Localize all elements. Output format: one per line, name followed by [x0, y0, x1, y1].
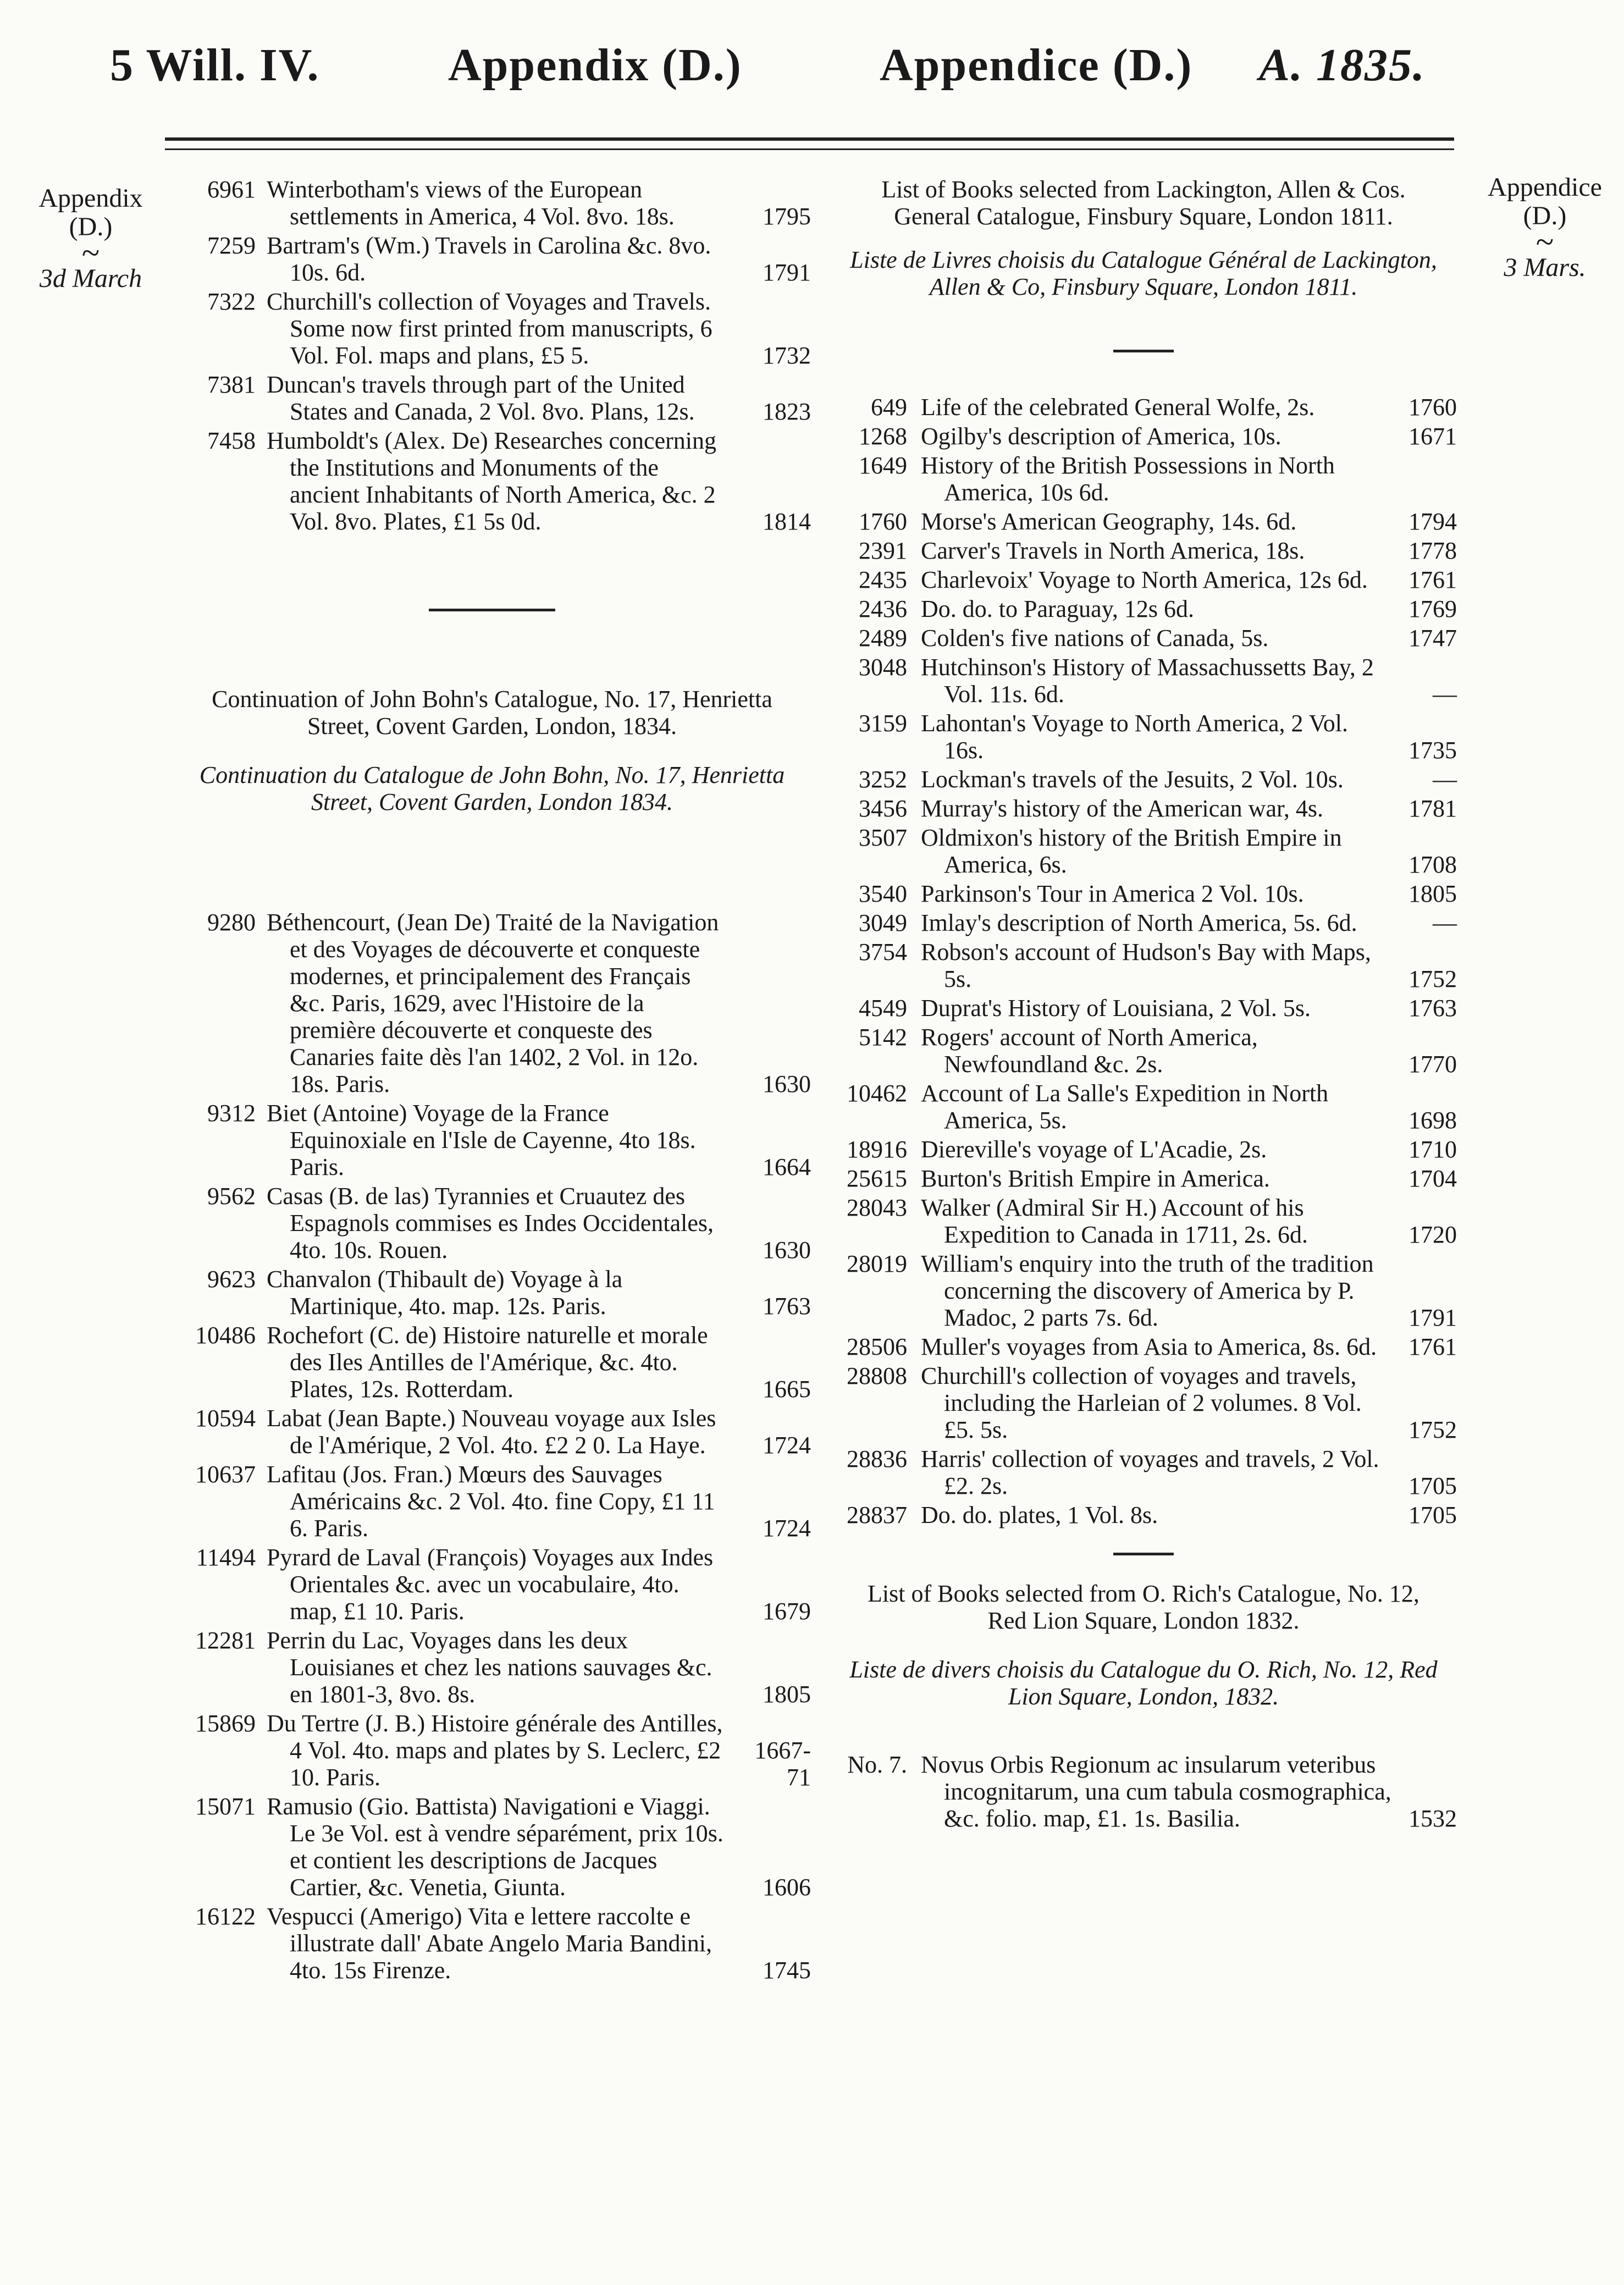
- catalogue-number: 28019: [847, 1250, 907, 1277]
- book-description: Burton's British Empire in America.: [921, 1165, 1270, 1192]
- publication-year: 1704: [1408, 1165, 1457, 1192]
- book-description: Life of the celebrated General Wolfe, 2s.: [921, 394, 1315, 421]
- catalogue-number: 3540: [859, 880, 907, 907]
- book-description: Ogilby's description of America, 10s.: [921, 423, 1281, 450]
- margin-sub: (D.): [69, 212, 113, 241]
- catalogue-number: 10486: [195, 1322, 256, 1349]
- book-entry: [173, 1793, 811, 1901]
- catalogue-number: 16122: [195, 1903, 256, 1930]
- catalogue-heading-fr: Continuation du Catalogue de John Bohn, No. 17, Henrietta Street, Covent Garden, London 1834.: [199, 761, 785, 815]
- publication-year: 1763: [763, 1293, 811, 1320]
- publication-year: 1606: [763, 1874, 811, 1901]
- header-rule-thin: [165, 148, 1454, 150]
- publication-year: 1630: [763, 1070, 811, 1097]
- publication-year: 1794: [1408, 508, 1457, 535]
- book-entry: [173, 232, 811, 286]
- book-description: Churchill's collection of Voyages and Travels. Some now first printed from manuscripts, 6 Vol. Fol. maps and plans, £5 5.: [267, 288, 712, 369]
- publication-year: 1763: [1408, 995, 1457, 1022]
- publication-year: 1805: [1408, 880, 1457, 907]
- book-entry: [830, 1502, 1457, 1528]
- book-entry: [830, 1136, 1457, 1163]
- margin-sub: (D.): [1523, 201, 1567, 230]
- book-entry: [830, 654, 1457, 708]
- catalogue-number: 12281: [195, 1627, 256, 1654]
- book-description: Béthencourt, (Jean De) Traité de la Navigation et des Voyages de découverte et conqueste modernes, et principalement des Français &c. Paris, 1629, avec l'Histoire de la première découverte et conqueste des Canaries faite dès l'an 1402, 2 Vol. in 12o. 18s. Paris.: [267, 909, 719, 1097]
- publication-year: 1805: [763, 1681, 811, 1708]
- appendix-title-fr: Appendice (D.): [880, 40, 1193, 91]
- book-entry: [830, 1250, 1457, 1331]
- header-rule: [165, 137, 1454, 141]
- catalogue-number: 3507: [859, 824, 907, 851]
- book-entry: [830, 766, 1457, 793]
- book-description: Do. do. plates, 1 Vol. 8s.: [921, 1502, 1158, 1528]
- publication-year: 1745: [763, 1957, 811, 1984]
- book-description: Perrin du Lac, Voyages dans les deux Louisianes et chez les nations sauvages &c. en 1801-3, 8vo. 8s.: [267, 1627, 712, 1708]
- book-description: Rochefort (C. de) Histoire naturelle et morale des Iles Antilles de l'Amérique, &c. 4to. Plates, 12s. Rotterdam.: [267, 1322, 708, 1403]
- book-description: Bartram's (Wm.) Travels in Carolina &c. 8vo. 10s. 6d.: [267, 232, 711, 286]
- catalogue-number: 11494: [196, 1544, 256, 1571]
- book-entry: [830, 537, 1457, 564]
- book-description: Vespucci (Amerigo) Vita e lettere raccolte e illustrate dall' Abate Angelo Maria Bandini, 4to. 15s Firenze.: [267, 1903, 712, 1984]
- book-entry: [830, 939, 1457, 992]
- book-entry: [830, 795, 1457, 822]
- book-list: [830, 1751, 1457, 1832]
- catalogue-number: 1649: [859, 452, 907, 479]
- publication-year: 1791: [763, 259, 811, 286]
- left-column: [173, 176, 811, 1986]
- catalogue-number: 649: [871, 394, 907, 421]
- margin-date: 3 Mars.: [1504, 253, 1586, 282]
- catalogue-heading: Continuation of John Bohn's Catalogue, No. 17, Henrietta Street, Covent Garden, London, 1834.: [212, 686, 772, 739]
- catalogue-number: 1760: [859, 508, 907, 535]
- publication-year: 1664: [763, 1153, 811, 1180]
- book-description: Oldmixon's history of the British Empire in America, 6s.: [921, 824, 1342, 878]
- publication-year: 1708: [1408, 851, 1457, 878]
- book-entry: [830, 1080, 1457, 1134]
- book-description: Imlay's description of North America, 5s. 6d.: [921, 909, 1357, 936]
- book-entry: [173, 1266, 811, 1320]
- publication-year: —: [1433, 909, 1457, 936]
- book-entry: [830, 710, 1457, 764]
- publication-year: 1720: [1408, 1221, 1457, 1248]
- book-description: Winterbotham's views of the European settlements in America, 4 Vol. 8vo. 18s.: [267, 176, 675, 230]
- catalogue-number: 9623: [207, 1266, 256, 1293]
- book-list: [830, 394, 1457, 1528]
- publication-year: 1778: [1408, 537, 1457, 564]
- catalogue-number: 1268: [859, 423, 907, 450]
- book-description: Do. do. to Paraguay, 12s 6d.: [921, 595, 1194, 622]
- book-entry: [830, 1165, 1457, 1192]
- margin-label: Appendix: [38, 184, 143, 213]
- publication-year: 1735: [1408, 737, 1457, 764]
- book-entry: [830, 1751, 1457, 1832]
- catalogue-number: 28506: [847, 1333, 907, 1360]
- catalogue-number: 5142: [859, 1024, 907, 1051]
- margin-note-left: [27, 184, 154, 293]
- catalogue-number: 9312: [207, 1100, 256, 1127]
- book-description: Lockman's travels of the Jesuits, 2 Vol. 10s.: [921, 766, 1344, 793]
- catalogue-heading: List of Books selected from Lackington, Allen & Cos. General Catalogue, Finsbury Square, London 1811.: [881, 176, 1406, 230]
- book-description: Muller's voyages from Asia to America, 8s. 6d.: [921, 1333, 1377, 1360]
- publication-year: 1761: [1408, 566, 1457, 593]
- catalogue-number: No. 7.: [847, 1751, 907, 1778]
- publication-year: 1823: [763, 398, 811, 425]
- publication-year: 1724: [763, 1515, 811, 1542]
- book-entry: [173, 1544, 811, 1625]
- book-description: Humboldt's (Alex. De) Researches concerning the Institutions and Monuments of the ancient Inhabitants of North America, &c. 2 Vol. 8vo. Plates, £1 5s 0d.: [267, 427, 716, 535]
- book-description: Parkinson's Tour in America 2 Vol. 10s.: [921, 880, 1304, 907]
- book-entry: [173, 1461, 811, 1542]
- catalogue-number: 28808: [847, 1362, 907, 1389]
- book-description: Carver's Travels in North America, 18s.: [921, 537, 1305, 564]
- book-description: Casas (B. de las) Tyrannies et Cruautez des Espagnols commises es Indes Occidentales, 4to. 10s. Rouen.: [267, 1183, 714, 1263]
- catalogue-number: 4549: [859, 995, 907, 1022]
- catalogue-heading-fr: Liste de Livres choisis du Catalogue Général de Lackington, Allen & Co, Finsbury Square, London 1811.: [850, 246, 1437, 300]
- book-description: Harris' collection of voyages and travels, 2 Vol. £2. 2s.: [921, 1445, 1379, 1499]
- book-entry: [830, 423, 1457, 450]
- publication-year: 1698: [1408, 1107, 1457, 1134]
- book-entry: [173, 1322, 811, 1403]
- catalogue-number: 3754: [859, 939, 907, 965]
- publication-year: 1752: [1408, 1416, 1457, 1443]
- catalogue-number: 3049: [859, 909, 907, 936]
- catalogue-number: 10594: [195, 1405, 256, 1432]
- book-description: Diereville's voyage of L'Acadie, 2s.: [921, 1136, 1267, 1163]
- catalogue-number: 9280: [207, 909, 256, 936]
- book-entry: [173, 176, 811, 230]
- book-entry: [173, 1710, 811, 1791]
- book-entry: [830, 566, 1457, 593]
- book-entry: [830, 394, 1457, 421]
- book-entry: [830, 880, 1457, 907]
- book-description: Colden's five nations of Canada, 5s.: [921, 625, 1269, 652]
- catalogue-number: 7322: [207, 288, 256, 315]
- book-entry: [830, 824, 1457, 878]
- book-entry: [830, 995, 1457, 1022]
- book-description: Rogers' account of North America, Newfoundland &c. 2s.: [921, 1024, 1258, 1078]
- book-entry: [173, 371, 811, 425]
- book-entry: [830, 508, 1457, 535]
- publication-year: 1724: [763, 1432, 811, 1459]
- catalogue-number: 2489: [859, 625, 907, 652]
- book-description: Hutchinson's History of Massachussetts Bay, 2 Vol. 11s. 6d.: [921, 654, 1374, 708]
- catalogue-number: 25615: [847, 1165, 907, 1192]
- book-list: [173, 909, 811, 1984]
- tilde-ornament: ~: [81, 235, 100, 271]
- catalogue-number: 2436: [859, 595, 907, 622]
- book-description: Novus Orbis Regionum ac insularum veteribus incognitarum, una cum tabula cosmographica, &c. folio. map, £1. 1s. Basilia.: [921, 1751, 1391, 1832]
- publication-year: 1671: [1408, 423, 1457, 450]
- publication-year: 1791: [1408, 1304, 1457, 1331]
- book-entry: [830, 595, 1457, 622]
- book-entry: [173, 909, 811, 1097]
- publication-year: 1710: [1408, 1136, 1457, 1163]
- catalogue-number: 3048: [859, 654, 907, 681]
- book-description: Biet (Antoine) Voyage de la France Equinoxiale en l'Isle de Cayenne, 4to 18s. Paris.: [267, 1100, 696, 1180]
- publication-year: 1705: [1408, 1472, 1457, 1499]
- book-description: Duprat's History of Louisiana, 2 Vol. 5s.: [921, 995, 1311, 1022]
- book-description: Lafitau (Jos. Fran.) Mœurs des Sauvages Américains &c. 2 Vol. 4to. fine Copy, £1 11 6. Paris.: [267, 1461, 715, 1542]
- book-entry: [830, 1333, 1457, 1360]
- book-description: Pyrard de Laval (François) Voyages aux Indes Orientales &c. avec un vocabulaire, 4to. map, £1 10. Paris.: [267, 1544, 714, 1625]
- catalogue-number: 18916: [847, 1136, 907, 1163]
- catalogue-number: 6961: [207, 176, 256, 203]
- publication-year: 1795: [763, 203, 811, 230]
- book-entry: [173, 1100, 811, 1180]
- catalogue-number: 3252: [859, 766, 907, 793]
- publication-year: 1665: [763, 1376, 811, 1403]
- page-year: A. 1835.: [1259, 40, 1426, 91]
- margin-note-right: [1473, 173, 1616, 282]
- appendix-title-en: Appendix (D.): [448, 40, 742, 91]
- book-description: History of the British Possessions in North America, 10s 6d.: [921, 452, 1335, 506]
- catalogue-heading-fr: Liste de divers choisis du Catalogue du O. Rich, No. 12, Red Lion Square, London, 1832.: [849, 1656, 1438, 1710]
- publication-year: 1752: [1408, 965, 1457, 992]
- catalogue-number: 7259: [207, 232, 256, 259]
- book-description: Robson's account of Hudson's Bay with Maps, 5s.: [921, 939, 1371, 992]
- catalogue-heading: List of Books selected from O. Rich's Catalogue, No. 12, Red Lion Square, London 1832.: [868, 1580, 1419, 1634]
- publication-year: 1769: [1408, 595, 1457, 622]
- catalogue-number: 15869: [195, 1710, 256, 1737]
- book-entry: [830, 1445, 1457, 1499]
- publication-year: 1705: [1408, 1502, 1457, 1528]
- book-entry: [830, 1362, 1457, 1443]
- book-description: William's enquiry into the truth of the tradition concerning the discovery of America by P. Madoc, 2 parts 7s. 6d.: [921, 1250, 1374, 1331]
- catalogue-number: 28043: [847, 1194, 907, 1221]
- book-description: Du Tertre (J. B.) Histoire générale des Antilles, 4 Vol. 4to. maps and plates by S. Leclerc, £2 10. Paris.: [267, 1710, 723, 1791]
- right-column: [830, 176, 1457, 1834]
- book-entry: [173, 288, 811, 369]
- catalogue-number: 28836: [847, 1445, 907, 1472]
- book-description: Morse's American Geography, 14s. 6d.: [921, 508, 1297, 535]
- book-entry: [173, 1405, 811, 1459]
- book-entry: [830, 909, 1457, 936]
- book-description: Murray's history of the American war, 4s.: [921, 795, 1323, 822]
- book-entry: [830, 625, 1457, 652]
- book-entry: [173, 1627, 811, 1708]
- catalogue-number: 3456: [859, 795, 907, 822]
- publication-year: 1679: [763, 1598, 811, 1625]
- publication-year: 1732: [763, 342, 811, 369]
- book-description: Account of La Salle's Expedition in North America, 5s.: [921, 1080, 1329, 1134]
- catalogue-number: 10637: [195, 1461, 256, 1488]
- book-entry: [830, 452, 1457, 506]
- publication-year: 1747: [1408, 625, 1457, 652]
- publication-year: 1630: [763, 1237, 811, 1263]
- catalogue-number: 7381: [207, 371, 256, 398]
- catalogue-number: 9562: [207, 1183, 256, 1210]
- catalogue-number: 3159: [859, 710, 907, 737]
- publication-year: —: [1433, 766, 1457, 793]
- book-description: Lahontan's Voyage to North America, 2 Vol. 16s.: [921, 710, 1349, 764]
- book-description: Churchill's collection of voyages and travels, including the Harleian of 2 volumes. 8 Vol. £5. 5s.: [921, 1362, 1362, 1443]
- book-list: [173, 176, 811, 535]
- margin-date: 3d March: [39, 264, 142, 293]
- margin-label: Appendice: [1488, 173, 1602, 202]
- catalogue-number: 2391: [859, 537, 907, 564]
- publication-year: 1814: [763, 508, 811, 535]
- book-description: Chanvalon (Thibault de) Voyage à la Martinique, 4to. map. 12s. Paris.: [267, 1266, 623, 1320]
- catalogue-number: 2435: [859, 566, 907, 593]
- tilde-ornament: ~: [1535, 224, 1554, 260]
- catalogue-number: 7458: [207, 427, 256, 454]
- publication-year: 1781: [1408, 795, 1457, 822]
- publication-year: 1761: [1408, 1333, 1457, 1360]
- book-description: Charlevoix' Voyage to North America, 12s 6d.: [921, 566, 1368, 593]
- publication-year: 1667-71: [754, 1737, 811, 1791]
- publication-year: —: [1433, 681, 1457, 708]
- regnal-year: 5 Will. IV.: [110, 40, 320, 91]
- publication-year: 1760: [1408, 394, 1457, 421]
- catalogue-number: 10462: [847, 1080, 907, 1107]
- book-entry: [173, 1903, 811, 1984]
- book-entry: [830, 1194, 1457, 1248]
- book-description: Labat (Jean Bapte.) Nouveau voyage aux Isles de l'Amérique, 2 Vol. 4to. £2 2 0. La Haye.: [267, 1405, 716, 1459]
- catalogue-number: 28837: [847, 1502, 907, 1528]
- publication-year: 1770: [1408, 1051, 1457, 1078]
- catalogue-number: 15071: [195, 1793, 256, 1820]
- book-description: Walker (Admiral Sir H.) Account of his Expedition to Canada in 1711, 2s. 6d.: [921, 1194, 1308, 1248]
- book-entry: [830, 1024, 1457, 1078]
- book-entry: [173, 1183, 811, 1263]
- publication-year: 1532: [1408, 1805, 1457, 1832]
- book-entry: [173, 427, 811, 535]
- book-description: Duncan's travels through part of the United States and Canada, 2 Vol. 8vo. Plans, 12s.: [267, 371, 695, 425]
- book-description: Ramusio (Gio. Battista) Navigationi e Viaggi. Le 3e Vol. est à vendre séparément, prix 10s. et contient les descriptions de Jacques Cartier, &c. Venetia, Giunta.: [267, 1793, 723, 1901]
